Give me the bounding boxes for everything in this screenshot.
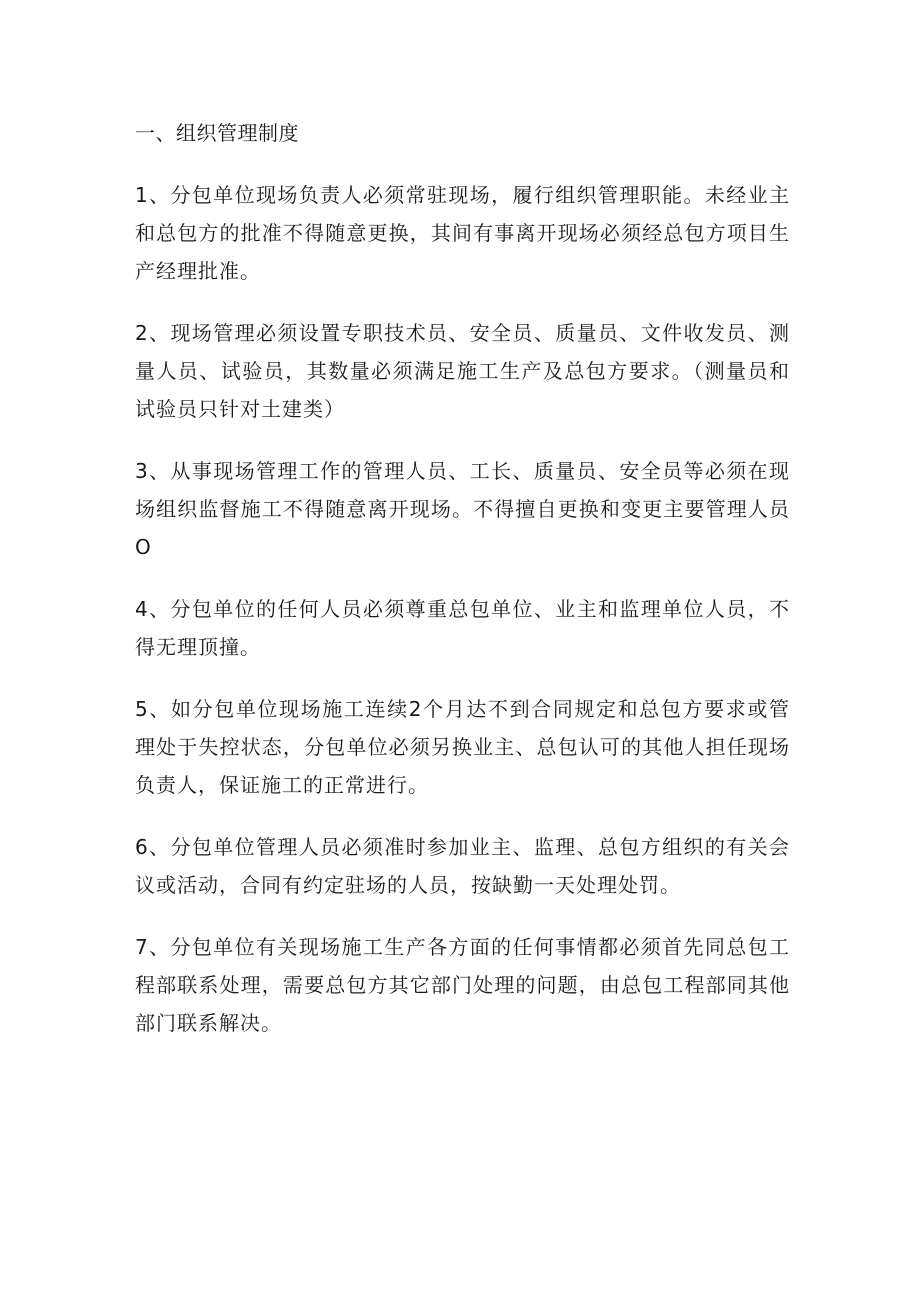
- paragraph-7: 7、分包单位有关现场施工生产各方面的任何事情都必须首先同总包工程部联系处理，需要总包方其它部门处理的问题，由总包工程部同其他部门联系解决。: [135, 935, 790, 1035]
- paragraph-3: 3、从事现场管理工作的管理人员、工长、质量员、安全员等必须在现场组织监督施工不得随意离开现场。不得擅自更换和变更主要管理人员O: [135, 459, 790, 559]
- section-heading: 一、组织管理制度: [135, 121, 299, 145]
- paragraph-5: 5、如分包单位现场施工连续2个月达不到合同规定和总包方要求或管理处于失控状态，分包单位必须另换业主、总包认可的其他人担任现场负责人，保证施工的正常进行。: [135, 697, 790, 797]
- paragraph-4: 4、分包单位的任何人员必须尊重总包单位、业主和监理单位人员，不得无理顶撞。: [135, 597, 790, 659]
- document-page: [135, 118, 790, 1066]
- paragraph-6: 6、分包单位管理人员必须准时参加业主、监理、总包方组织的有关会议或活动，合同有约定驻场的人员，按缺勤一天处理处罚。: [135, 835, 790, 897]
- paragraph-1: 1、分包单位现场负责人必须常驻现场，履行组织管理职能。未经业主和总包方的批准不得随意更换，其间有事离开现场必须经总包方项目生产经理批准。: [135, 183, 790, 283]
- paragraph-2: 2、现场管理必须设置专职技术员、安全员、质量员、文件收发员、测量人员、试验员，其数量必须满足施工生产及总包方要求。（测量员和试验员只针对土建类）: [135, 321, 790, 421]
